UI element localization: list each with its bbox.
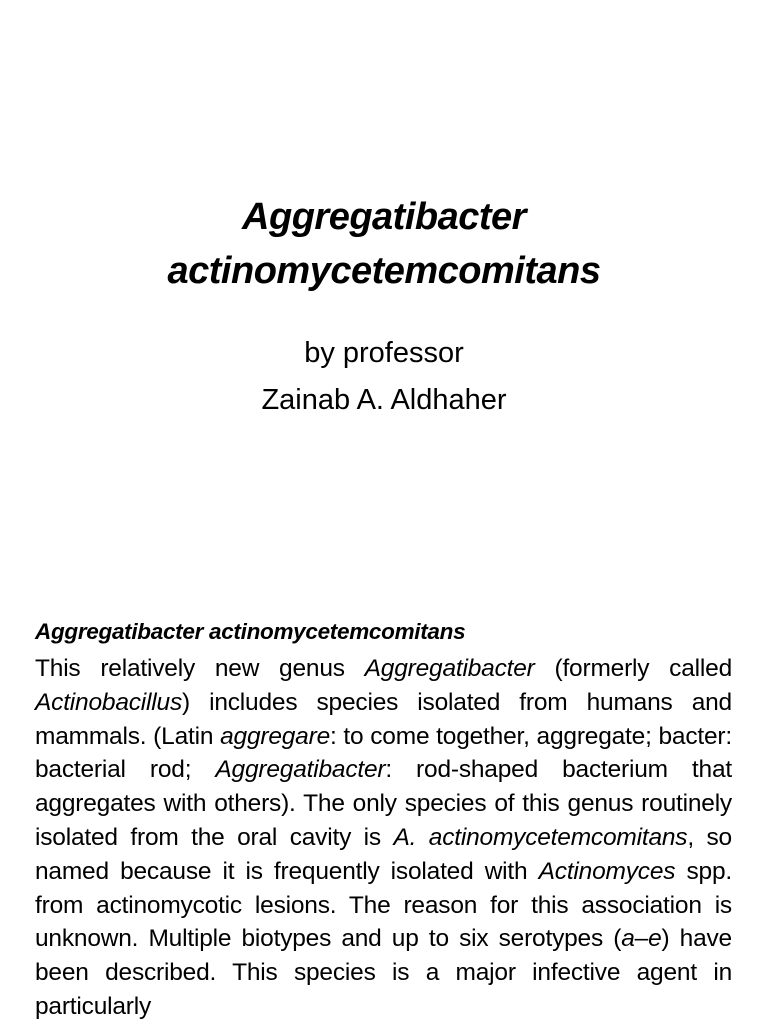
author-name: Zainab A. Aldhaher [261, 384, 507, 416]
paragraph-text: (formerly called [534, 655, 732, 682]
paragraph-text: This relatively new genus [35, 655, 365, 682]
section-heading: Aggregatibacter actinomycetemcomitans [35, 619, 466, 644]
paragraph-text: : to come together, aggregate; bacter: bacterial rod; [35, 722, 732, 784]
author-block [0, 330, 768, 424]
italic-term: Actinobacillus [35, 688, 182, 716]
title-line-1: Aggregatibacter [242, 196, 526, 238]
italic-term: Aggregatibacter [215, 756, 386, 784]
paragraph-text: – [634, 925, 649, 953]
italic-term: a [621, 925, 635, 953]
paragraph-text: , so named because it is frequently isolated with [35, 823, 732, 885]
body-paragraph [35, 652, 732, 1024]
slide-title [0, 190, 768, 298]
title-line-2: actinomycetemcomitans [167, 250, 601, 292]
author-prefix: by professor [304, 337, 464, 369]
italic-term: Actinomyces [538, 857, 676, 885]
content-section [35, 614, 732, 1024]
paragraph-text: ) includes species isolated from humans and mammals. (Latin [35, 688, 732, 750]
italic-term: Aggregatibacter [364, 655, 535, 682]
paragraph-text: ) have been described. This species is a major infective agent in particularly [35, 925, 732, 1020]
italic-term: e [648, 925, 662, 953]
paragraph-text: : rod-shaped bacterium that aggregates with others). The only species of this genus routinely isolated from the oral cavity is [35, 756, 733, 851]
paragraph-text: spp. from actinomycotic lesions. The reason for this association is unknown. Multiple biotypes and up to six serotypes ( [35, 857, 732, 953]
italic-term: aggregare [220, 722, 330, 750]
italic-term: A. actinomycetemcomitans [393, 823, 688, 851]
